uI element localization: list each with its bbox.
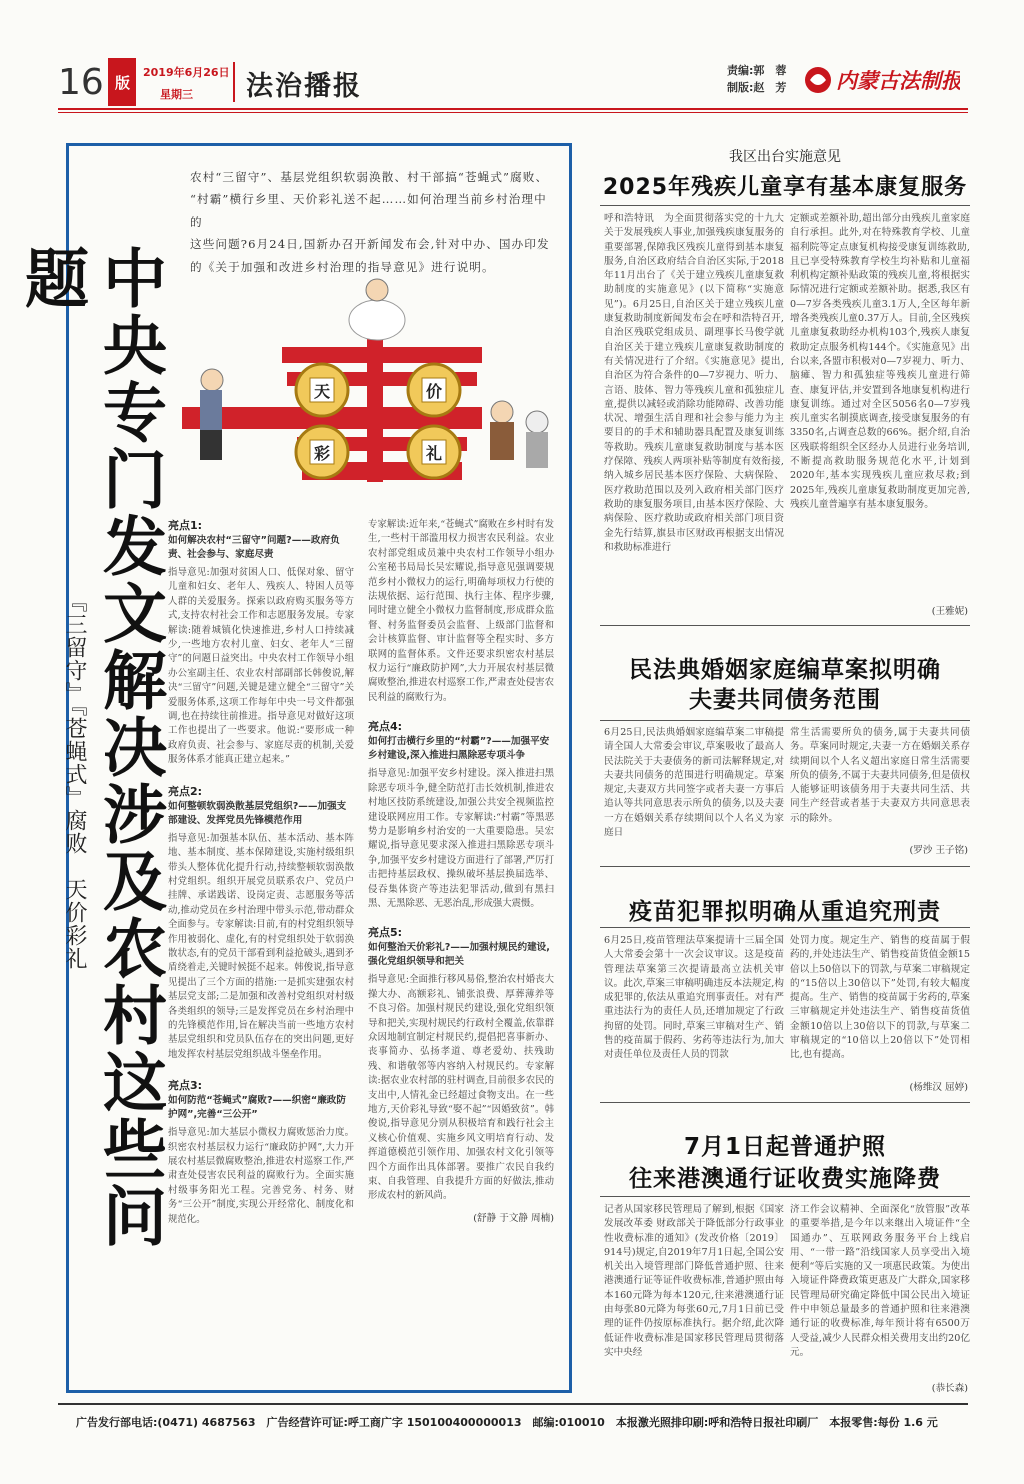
header-rule: [58, 108, 968, 110]
producer-line: 制版:赵 芳: [727, 81, 787, 94]
point-question: 如何整顿软弱涣散基层党组织?——加强支部建设、发挥党员先锋模范作用: [168, 800, 347, 826]
point-heading: 亮点1:: [168, 519, 203, 532]
point-question: 如何打击横行乡里的“村霸”?——加强平安乡村建设,深入推进扫黑除恶专项斗争: [368, 736, 550, 762]
article-kicker: 我区出台实施意见: [729, 149, 841, 165]
feature-lead: [190, 166, 550, 278]
article-title-line2: 往来港澳通行证收费实施降费: [629, 1166, 941, 1192]
editor-line: 责编:郭 蓉: [727, 64, 787, 77]
article-text: 处罚力度。规定生产、销售的疫苗属于假药的,并处违法生产、销售疫苗货值金额15倍以上50倍以下的罚款,与草案二审稿规定的“15倍以上30倍以下”处罚,有较大幅度提高。生产、销售的疫苗属于劣药的,草案三审稿规定并处违法生产、销售疫苗货值金额10倍以上30倍以下的罚款,与草案二审稿规定的“10倍以上20倍以下”处罚相比,也有提高。: [790, 935, 970, 1061]
article-title: 民法典婚姻家庭编草案拟明确夫妻共同债务范围: [629, 657, 941, 713]
points-column-left: [168, 518, 354, 1227]
article-title: 疫苗犯罪拟明确从重追究刑责: [629, 899, 941, 925]
article-text: 6月25日,民法典婚姻家庭编草案二审稿提请全国人大常委会审议,草案吸收了最高人民法院关于夫妻债务的新司法解释规定,对夫妻共同债务的范围进行明确规定。草案规定,夫妻双方共同签字或者夫妻一方事后追认等共同意思表示所负的债务,以及夫妻一方在婚姻关系存续期间以个人名义为家庭日: [604, 727, 784, 839]
article-divider: [600, 1196, 970, 1197]
svg-text:天: 天: [313, 382, 331, 401]
coin-li: [408, 426, 460, 478]
article-title: 2025年残疾儿童享有基本康复服务: [602, 175, 968, 200]
column-title: 法治播报: [246, 71, 362, 102]
point-heading: 亮点5:: [368, 926, 403, 940]
illustration: [172, 272, 562, 512]
article-divider: [600, 625, 970, 626]
article-divider: [600, 720, 970, 721]
coin-tian: [296, 364, 348, 416]
article-text: 呼和浩特讯 为全面贯彻落实党的十九大关于发展残疾人事业,加强残疾康复服务的重要部署,保障我区残疾儿童得到基本康复服务,自治区政府结合自治区实际,于2018年11月出台了《关于建立残疾儿童康复救助制度的实施意见》(以下简称“实施意见”)。6月25日,自治区关于建立残疾儿童康复救助制度新闻发布会在呼和浩特召开,自治区残联党组成员、副理事长马俊学就自治区关于建立残疾儿童康复救助制度的有关情况进行了介绍。《实施意见》提出,自治区为符合条件的0—7岁视力、听力、言语、肢体、智力等残疾儿童和孤独症儿童,提供以减轻或消除功能障碍、改善功能状况、增强生活自理和社会参与能力为主要目的的手术和辅助器具配置及康复训练等救助。残疾儿童康复救助制度与基本医疗保障、残疾人两项补贴等制度有效衔接,纳入城乡居民基本医疗保险、大病保险、医疗救助范围以及列入政府相关部门医疗救助的康复服务项目,由基本医疗保险、大病保险、医疗救助或政府相关部门项目资金先行结算,旗县市区财政再根据支出情况和救助标准进行: [604, 213, 784, 553]
logo-emblem-icon: [800, 60, 960, 100]
point-heading: 亮点4:: [368, 720, 403, 734]
svg-text:礼: 礼: [425, 444, 443, 463]
logo-text: 内蒙古法制报: [836, 69, 960, 93]
point-text: 指导意见:加强平安乡村建设。深入推进扫黑除恶专项斗争,健全防范打击长效机制,推进农村地区技防系统建设,加强公共安全视频监控建设联网应用工作。专家解读:“村霸”等黑恶势力是影响乡村治安的一大重要隐患。吴宏耀说,指导意见要求深入推进扫黑除恶专项斗争,加强平安乡村建设方面进行了部署,严厉打击把持基层政权、操纵破坏基层换届选举、侵吞集体资产等违法犯罪活动,做到有黑扫黑、无黑除恶、无恶治乱,形成强大震慑。: [368, 768, 554, 909]
svg-text:彩: 彩: [313, 444, 331, 463]
lead-line: 这些问题?6月24日,国新办召开新闻发布会,针对中办、国办印发: [190, 237, 550, 252]
article-text: 定额或差额补助,超出部分由残疾儿童家庭自行承担。此外,对在特殊教育学校、儿童福利院等定点康复机构接受康复训练救助,且已享受特殊教育学校生均补贴和儿童福利机构定额补贴政策的残疾儿童,将根据实际情况进行定额或差额补助。据悉,我区有0—7岁各类残疾儿童3.1万人,全区每年新增各类残疾儿童0.37万人。目前,全区残疾儿童康复救助经办机构103个,残疾人康复救助定点服务机构144个。《实施意见》出台以来,各盟市积极对0—7岁视力、听力、脑瘫、智力和孤独症等残疾儿童进行筛查、康复评估,并安置到各地康复机构进行康复训练。通过对全区5056名0—7岁残疾儿童实名制摸底调查,接受康复服务的有3350名,占调查总数的66%。据介绍,自治区残联将组织全区经办人员进行业务培训,不断提高救助服务规范化水平,计划到2020年,基本实现残疾儿童应救尽救;到2025年,残疾儿童康复救助制度更加完善,残疾儿童普遍享有基本康复服务。: [790, 213, 970, 510]
article-divider: [600, 1102, 970, 1103]
point-text: 指导意见:加大基层小微权力腐败惩治力度。织密农村基层权力运行“廉政防护网”,大力开展农村基层微腐败整治,推进农村巡察工作,严肃查处侵害农民利益的腐败行为。全面实施村级事务阳光工程。完善党务、村务、财务“三公开”制度,实现公开经常化、制度化和规范化。: [168, 1127, 354, 1225]
article-divider: [600, 866, 970, 867]
point-heading: 亮点3:: [168, 1079, 203, 1093]
header-rule-thin: [58, 112, 968, 113]
point-question: 如何防范“苍蝇式”腐败?——织密“廉政防护网”,完善“三公开”: [168, 1095, 346, 1121]
point-heading: 亮点2:: [168, 784, 203, 798]
page-number: 16: [58, 62, 104, 103]
point-text: 指导意见:加强基本队伍、基本活动、基本阵地、基本制度、基本保障建设,实施村级组织带头人整体优化提升行动,持续整顿软弱涣散村党组织。组织开展党员联系农户、党员户挂牌、承诺践诺、设岗定责、志愿服务等活动,推动党员在乡村治理中带头示范,带动群众全面参与。专家解读:目前,有的村党组织领导作用被弱化、虚化,有的村党组织处于软弱涣散状态,有的党员干部看到利益抢破头,遇到矛盾绕着走,关键时候挺不起来。韩俊说,指导意见提出了三个方面的措施:一是抓实建强农村基层党支部;二是加强和改善村党组织对村级各类组织的领导;三是发挥党员在乡村治理中的先锋模范作用,旨在解决当前一些地方农村基层党组织和党员队伍存在的突出问题,更好地发挥农村基层党组织战斗堡垒作用。: [168, 832, 354, 1060]
article-byline: (王雅妮): [931, 606, 968, 617]
point-text: 专家解读:近年来,“苍蝇式”腐败在乡村时有发生,一些村干部滥用权力损害农民利益。农业农村部党组成员兼中央农村工作领导小组办公室秘书局局长吴宏耀说,指导意见强调要规范乡村小微权力的运行,明确每项权力行使的法规依据、运行范围、执行主体、程序步骤,同时建立健全小微权力监督制度,形成群众监督、村务监督委员会监督、上级部门监督和会计核算监督、审计监督等全程实时、多方联网的监督体系。文件还要求织密农村基层权力运行“廉政防护网”,大力开展农村基层微腐败整治,推进农村巡察工作,严肃查处侵害农民利益的腐败行为。: [368, 519, 554, 703]
article-divider: [600, 205, 970, 206]
page-tag: 版: [108, 58, 136, 106]
article-text: 6月25日,疫苗管理法草案提请十三届全国人大常委会第十一次会议审议。这是疫苗管理法草案第三次提请最高立法机关审议。此次,草案三审稿明确违反本法规定,构成犯罪的,依法从重追究刑事责任。对有严重违法行为的责任人员,还增加规定了行政拘留的处罚。同时,草案三审稿对生产、销售的疫苗属于假药、劣药等违法行为,加大对责任单位及责任人员的罚款: [604, 935, 784, 1061]
lead-line: “村霸”横行乡里、天价彩礼送不起……如何治理当前乡村治理中的: [190, 192, 547, 229]
article-text: 济工作会议精神、全面深化“放管服”改革的重要举措,是今年以来继出入境证件“全国通办”、互联网政务服务平台上线启用、“一带一路”沿线国家人员享受出入境便利“等后实施的又一项惠民政策。为使出入境证件降费政策更惠及广大群众,国家移民管理局研究确定降低中国公民出入境证件中申领总量最多的普通护照和往来港澳通行证的收费标准,每年预计将有6500万人受益,减少人民群众相关费用支出约20亿元。: [790, 1204, 970, 1358]
article-divider: [600, 927, 970, 928]
feature-headline: 中央专门发文解决涉及农村这些问题: [14, 245, 166, 1250]
point-question: 如何整治天价彩礼?——加强村规民约建设,强化党组织领导和把关: [368, 942, 550, 968]
newspaper-logo: [800, 60, 960, 100]
point-text: 指导意见:加强对贫困人口、低保对象、留守儿童和妇女、老年人、残疾人、特困人员等人群的关爱服务。探索以政府购买服务等方式,支持农村社会工作和志愿服务发展。专家解读:随着城镇化快速推进,乡村人口持续减少,一些地方农村儿童、妇女、老年人“三留守”的问题日益突出。中央农村工作领导小组办公室副主任、农业农村部副部长韩俊说,解决“三留守”问题,关键是建立健全“三留守”关爱服务体系,这项工作每年中央一号文件都强调,也在持续往前推进。指导意见对做好这项工作也提出了一些要求。他说:“要形成一种政府负责、社会参与、家庭尽责的机制,关爱服务体系才能真正建立起来。”: [168, 567, 354, 766]
feature-byline: (舒静 于文静 周楠): [473, 1212, 554, 1224]
point-text: 指导意见:全面推行移风易俗,整治农村婚丧大操大办、高额彩礼、铺张浪费、厚葬薄养等不良习俗。加强村规民约建设,强化党组织领导和把关,实现村规民约行政村全覆盖,依靠群众因地制宜制定村规民约,提倡把喜事新办、丧事简办、弘扬孝道、尊老爱幼、扶残助残、和谐敬邻等内容纳入村规民约。专家解读:据农业农村部的驻村调查,目前很多农民的支出中,人情礼金已经超过食物支出。在一些地方,天价彩礼导致“娶不起”“因婚致贫”。韩俊说,指导意见分别从积极培育和践行社会主义核心价值观、实施乡风文明培育行动、发挥道德模范引领作用、加强农村文化引领等四个方面作出具体部署。要推广农民自我约束、自我管理、自我提升方面的好做法,推动形成农村的新风尚。: [368, 974, 554, 1202]
point-question: 如何解决农村“三留守”问题?——政府负责、社会参与、家庭尽责: [168, 535, 340, 560]
coin-jia: [408, 364, 460, 416]
article-text: 记者从国家移民管理局了解到,根据《国家发展改革委 财政部关于降低部分行政事业性收费标准的通知》(发改价格〔2019〕914号)规定,自2019年7月1日起,全国公安机关出入境管理部门降低普通护照、往来港澳通行证等证件收费标准,普通护照由每本160元降为每本120元,往来港澳通行证由每张80元降为每张60元,7月1日前已受理的证件仍按原标准执行。据介绍,此次降低证件收费标准是国家移民管理局贯彻落实中央经: [604, 1204, 784, 1358]
footer-rule: [58, 1403, 968, 1405]
lead-line: 的《关于加强和改进乡村治理的指导意见》进行说明。: [190, 259, 495, 274]
feature-subheadline: 『三留守』『苍蝇式』腐败 天价彩礼: [62, 590, 87, 970]
article-byline: (罗沙 王子铭): [909, 845, 968, 856]
points-column-right: [368, 518, 554, 1224]
wedding-burden-illustration: [172, 272, 562, 512]
article-title-line1: 7月1日起普通护照: [683, 1134, 886, 1160]
lead-line: 农村“三留守”、基层党组织软弱涣散、村干部搞“苍蝇式”腐败、: [190, 170, 549, 184]
footer-info: 广告发行部电话:(0471) 4687563 广告经营许可证:呼工商广字 150100400000013 邮编:010010 本报激光照排印刷:呼和浩特日报社印刷厂 本报零售:每份 1.6 元: [76, 1416, 938, 1429]
article-byline: (恭长森): [931, 1383, 968, 1394]
header-separator: [233, 62, 235, 102]
editor-credits: [727, 62, 786, 96]
coin-cai: [296, 426, 348, 478]
svg-text:价: 价: [425, 382, 443, 401]
article-text: 常生活需要所负的债务,属于夫妻共同债务。草案同时规定,夫妻一方在婚姻关系存续期间以个人名义超出家庭日常生活需要所负的债务,不属于夫妻共同债务,但是债权人能够证明该债务用于夫妻共同生活、共同生产经营或者基于夫妻双方共同意思表示的除外。: [790, 727, 970, 824]
article-byline: (杨维汉 屈婷): [909, 1082, 968, 1093]
issue-weekday: 星期三: [160, 88, 193, 101]
issue-date: 2019年6月26日: [143, 66, 230, 79]
